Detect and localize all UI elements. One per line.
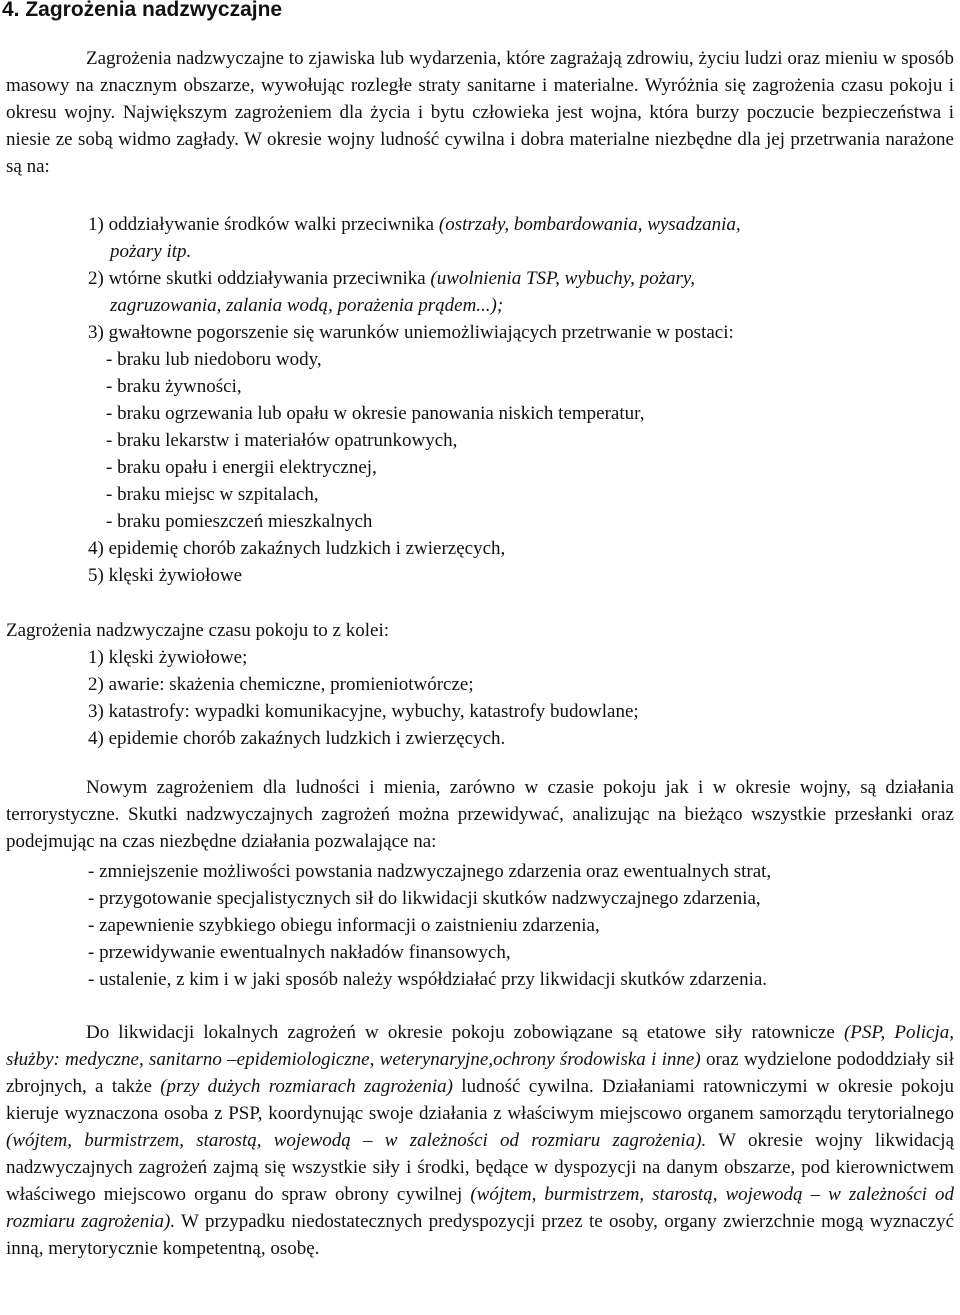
- preventive-measures-list: [88, 858, 771, 993]
- intro-paragraph: Zagrożenia nadzwyczajne to zjawiska lub wydarzenia, które zagrażają zdrowiu, życiu ludzi oraz mieniu w sposób masowy na znacznym obszarze, wywołując rozległe straty sanitarne i materialne. Wyróżnia się zagrożenia czasu pokoju i okresu wojny. Największym zagrożeniem dla życia i bytu człowieka jest wojna, która burzy poczucie bezpieczeństwa i niesie ze sobą widmo zagłady. W okresie wojny ludność cywilna i dobra materialne niezbędne dla jej przetrwania narażone są na:: [6, 48, 954, 177]
- shortages-list: [106, 346, 644, 535]
- list-item: - przygotowanie specjalistycznych sił do likwidacji skutków nadzwyczajnego zdarzenia,: [88, 888, 761, 909]
- list-item: - braku ogrzewania lub opału w okresie panowania niskich temperatur,: [106, 403, 645, 424]
- list-item: - braku żywności,: [106, 376, 242, 397]
- section-title: 4. Zagrożenia nadzwyczajne: [2, 0, 283, 21]
- list-item: 1) klęski żywiołowe;: [88, 647, 248, 668]
- list-item: - braku pomieszczeń mieszkalnych: [106, 511, 373, 532]
- terrorism-paragraph: Nowym zagrożeniem dla ludności i mienia, zarówno w czasie pokoju jak i w okresie wojny, są działania terrorystyczne. Skutki nadzwyczajnych zagrożeń można przewidywać, analizując na bieżąco wszystkie przesłanki oraz podejmując na czas niezbędne działania pozwalające na:: [6, 777, 954, 852]
- list-item: - ustalenie, z kim i w jaki sposób należy współdziałać przy likwidacji skutków zdarzenia.: [88, 969, 768, 990]
- list-item: - przewidywanie ewentualnych nakładów finansowych,: [88, 942, 511, 963]
- list-item: - braku opału i energii elektrycznej,: [106, 457, 377, 478]
- peace-heading: Zagrożenia nadzwyczajne czasu pokoju to z kolei:: [6, 620, 389, 641]
- list-item: - zmniejszenie możliwości powstania nadzwyczajnego zdarzenia oraz ewentualnych strat,: [88, 861, 772, 882]
- list-item: 4) epidemie chorób zakaźnych ludzkich i zwierzęcych.: [88, 728, 506, 749]
- list-item: 5) klęski żywiołowe: [88, 565, 243, 586]
- war-threats-more-list: [88, 535, 505, 589]
- list-item: 2) wtórne skutki oddziaływania przeciwnika (uwolnienia TSP, wybuchy, pożary, zagruzowania, zalania wodą, porażenia prądem...);: [88, 268, 696, 316]
- war-threats-list: [88, 211, 954, 346]
- peace-threats-list: [88, 644, 639, 752]
- list-item: 1) oddziaływanie środków walki przeciwnika (ostrzały, bombardowania, wysadzania, pożary itp.: [88, 214, 741, 262]
- list-item: - zapewnienie szybkiego obiegu informacji o zaistnieniu zdarzenia,: [88, 915, 600, 936]
- list-item: 4) epidemię chorób zakaźnych ludzkich i zwierzęcych,: [88, 538, 506, 559]
- response-paragraph: Do likwidacji lokalnych zagrożeń w okresie pokoju zobowiązane są etatowe siły ratownicze (PSP, Policja, służby: medyczne, sanitarno –epidemiologiczne, weterynaryjne,ochrony środowiska i inne) oraz wydzielone pododdziały sił zbrojnych, a także (przy dużych rozmiarach zagrożenia) ludność cywilna. Działaniami ratowniczymi w okresie pokoju kieruje wyznaczona osoba z PSP, koordynując swoje działania z właściwym miejscowo organem samorządu terytorialnego (wójtem, burmistrzem, starostą, wojewodą – w zależności od rozmiaru zagrożenia). W okresie wojny likwidacją nadzwyczajnych zagrożeń zajmą się wszystkie siły i środki, będące w dyspozycji na danym obszarze, pod kierownictwem właściwego miejscowo organu do spraw obrony cywilnej (wójtem, burmistrzem, starostą, wojewodą – w zależności od rozmiaru zagrożenia). W przypadku niedostatecznych predyspozycji przez te osoby, organy zwierzchnie mogą wyznaczyć inną, merytorycznie kompetentną, osobę.: [6, 1022, 955, 1259]
- list-item: - braku lekarstw i materiałów opatrunkowych,: [106, 430, 458, 451]
- list-item: 2) awarie: skażenia chemiczne, promieniotwórcze;: [88, 674, 474, 695]
- list-item: - braku miejsc w szpitalach,: [106, 484, 319, 505]
- list-item: - braku lub niedoboru wody,: [106, 349, 322, 370]
- list-item: 3) katastrofy: wypadki komunikacyjne, wybuchy, katastrofy budowlane;: [88, 701, 639, 722]
- list-item: 3) gwałtowne pogorszenie się warunków uniemożliwiających przetrwanie w postaci:: [88, 322, 734, 343]
